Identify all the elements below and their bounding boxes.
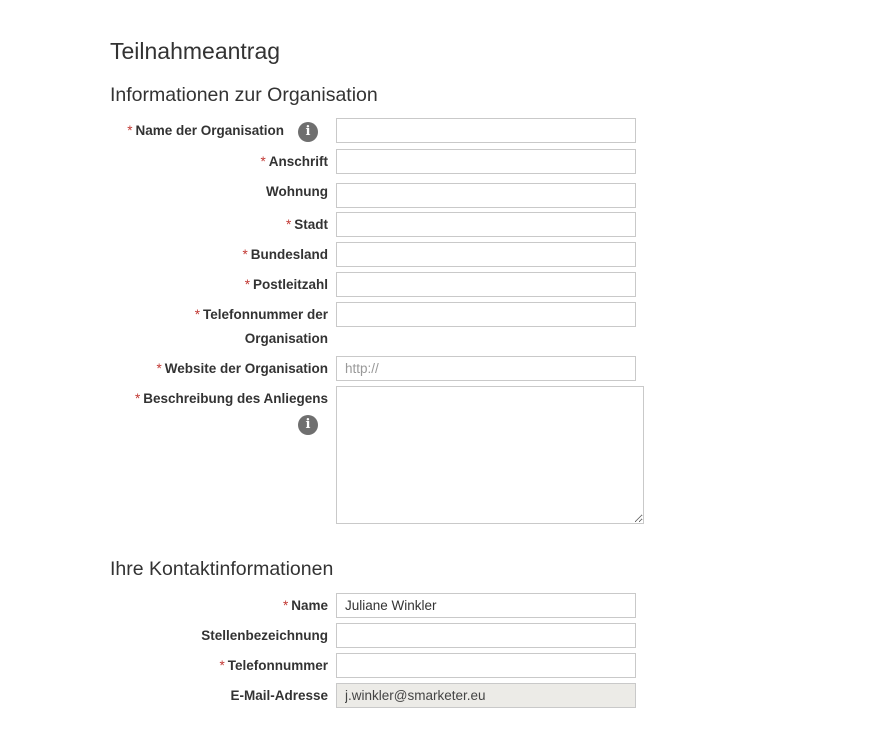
org-state-input[interactable] xyxy=(336,242,636,267)
contact-phone-input[interactable] xyxy=(336,653,636,678)
org-phone-input[interactable] xyxy=(336,302,636,327)
required-marker: * xyxy=(285,217,292,232)
org-name-info-icon[interactable]: i xyxy=(298,122,318,142)
required-marker: * xyxy=(260,154,266,169)
required-marker: * xyxy=(134,391,141,406)
section-heading-contact: Ihre Kontaktinformationen xyxy=(110,558,334,580)
required-marker: * xyxy=(127,123,133,138)
contact-name-label: * Name xyxy=(282,598,328,613)
org-address-label: * Anschrift xyxy=(260,154,328,169)
required-marker: * xyxy=(282,598,289,613)
contact-email-input[interactable] xyxy=(336,683,636,708)
contact-job-title-label: Stellenbezeichnung xyxy=(201,628,328,643)
required-marker: * xyxy=(242,247,248,262)
org-description-textarea[interactable] xyxy=(336,386,644,524)
org-description-label: * Beschreibung des Anliegens xyxy=(134,391,328,406)
org-city-label: * Stadt xyxy=(285,217,328,232)
org-name-input[interactable] xyxy=(336,118,636,143)
org-state-label: * Bundesland xyxy=(242,247,328,262)
org-website-input[interactable] xyxy=(336,356,636,381)
required-marker: * xyxy=(244,277,250,292)
contact-phone-label: * Telefonnummer xyxy=(219,658,328,673)
required-marker: * xyxy=(156,361,162,376)
contact-email-label: E-Mail-Adresse xyxy=(230,688,328,703)
org-apartment-input[interactable] xyxy=(336,183,636,208)
org-city-input[interactable] xyxy=(336,212,636,237)
org-postal-code-label: * Postleitzahl xyxy=(244,277,328,292)
org-description-info-icon[interactable]: i xyxy=(298,415,318,435)
org-website-label: * Website der Organisation xyxy=(156,361,328,376)
required-marker: * xyxy=(219,658,225,673)
org-apartment-label: Wohnung xyxy=(266,184,328,199)
org-address-input[interactable] xyxy=(336,149,636,174)
org-phone-label: * Telefonnummer der Organisation xyxy=(194,307,328,346)
contact-name-input[interactable] xyxy=(336,593,636,618)
page-title: Teilnahmeantrag xyxy=(110,38,281,64)
required-marker: * xyxy=(194,307,200,322)
org-name-label: * Name der Organisation xyxy=(127,123,284,138)
org-postal-code-input[interactable] xyxy=(336,272,636,297)
contact-job-title-input[interactable] xyxy=(336,623,636,648)
section-heading-organisation: Informationen zur Organisation xyxy=(110,84,378,106)
